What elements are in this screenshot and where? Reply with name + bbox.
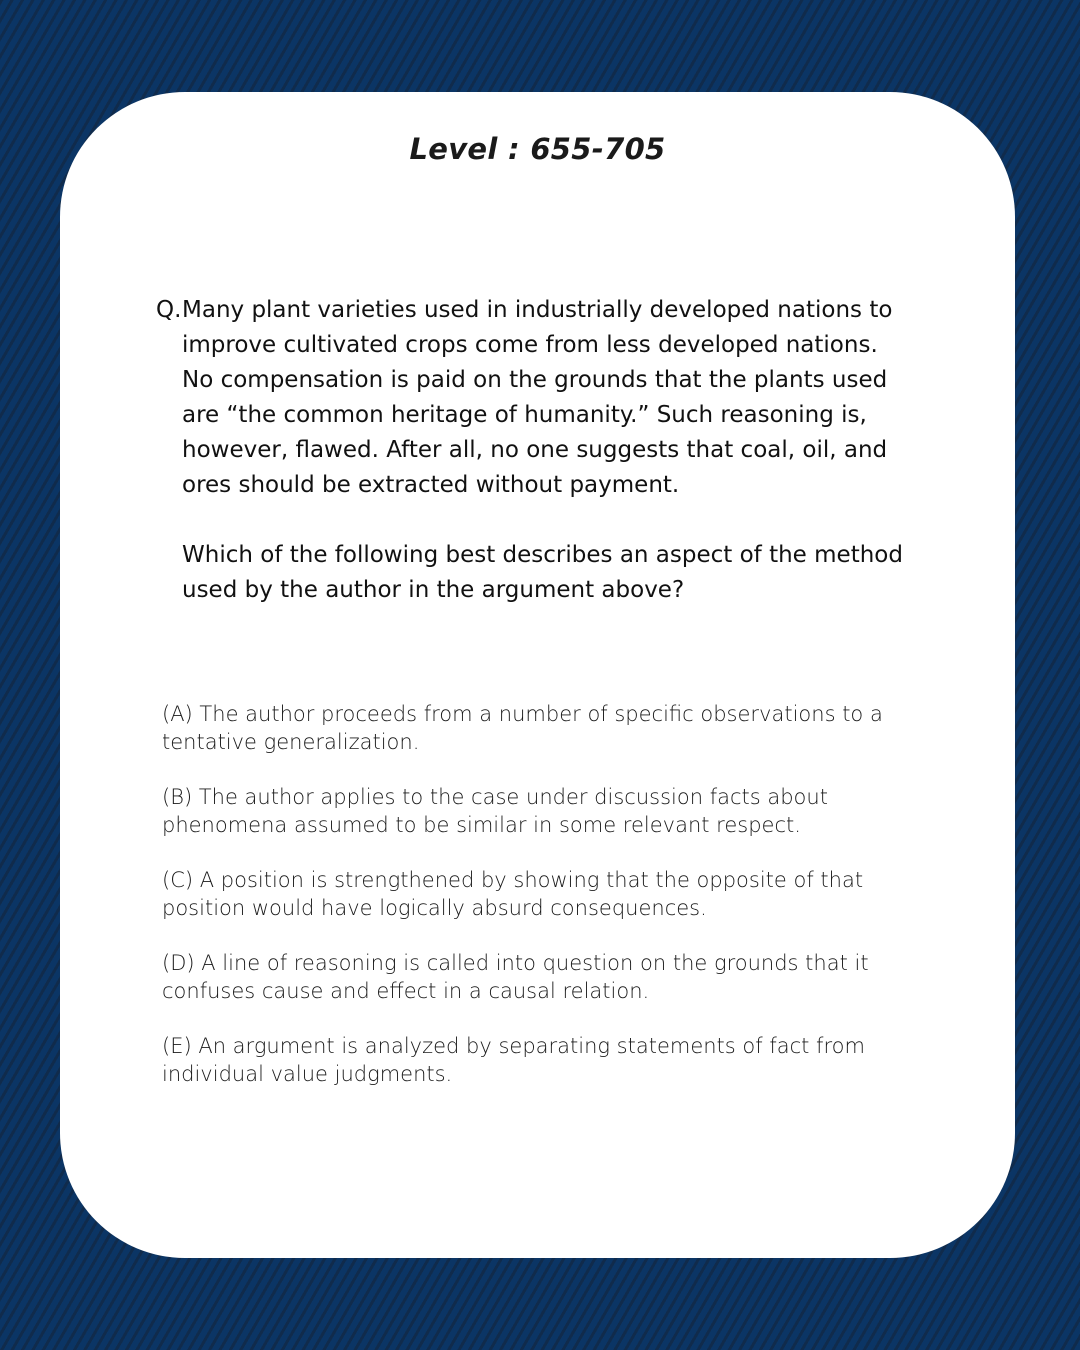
option-b[interactable]: (B) The author applies to the case under discussion facts about phenomena assumed to be similar in some relevant respect. bbox=[162, 785, 828, 837]
level-title: Level : 655-705 bbox=[409, 132, 666, 166]
question-prompt: Which of the following best describes an aspect of the method used by the author in the argument above? bbox=[182, 542, 903, 603]
option-d[interactable]: (D) A line of reasoning is called into question on the grounds that it confuses cause and effect in a causal relation. bbox=[162, 951, 869, 1003]
question-row bbox=[156, 293, 906, 608]
option-e[interactable]: (E) An argument is analyzed by separating statements of fact from individual value judgments. bbox=[162, 1034, 865, 1086]
option-a[interactable]: (A) The author proceeds from a number of specific observations to a tentative generalization. bbox=[162, 702, 883, 754]
question-prefix: Q. bbox=[156, 297, 182, 323]
question-block bbox=[156, 293, 906, 608]
question-card bbox=[60, 92, 1015, 1258]
question-body bbox=[182, 293, 906, 608]
answer-options bbox=[162, 700, 922, 1115]
question-stem: Many plant varieties used in industrially developed nations to improve cultivated crops come from less developed nations. No compensation is paid on the grounds that the plants used are “the common heritage of humanity.” Such reasoning is, however, flawed. After all, no one suggests that coal, oil, and ores should be extracted without payment. bbox=[182, 297, 893, 498]
option-c[interactable]: (C) A position is strengthened by showing that the opposite of that position would have logically absurd consequences. bbox=[162, 868, 864, 920]
